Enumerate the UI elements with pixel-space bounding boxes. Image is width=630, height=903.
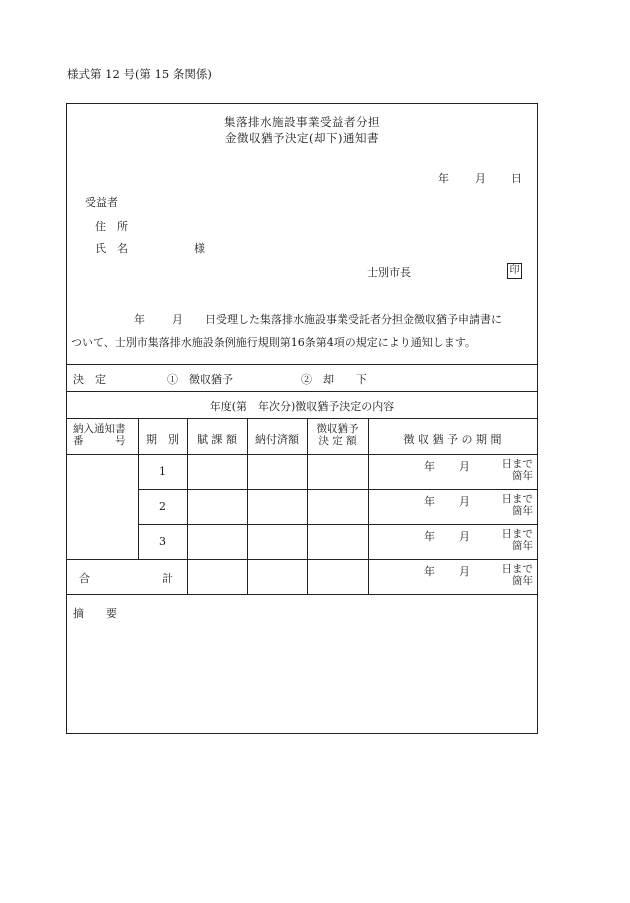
body-line-2: ついて、士別市集落排水施設条例施行規則第16条第4項の規定により通知します。 <box>71 336 476 349</box>
row-2-period: 2 <box>159 500 166 513</box>
header-notice-number: 納入通知書 番 号 <box>73 423 126 447</box>
name-label: 氏 名 <box>95 242 128 255</box>
date-month: 月 <box>475 172 486 185</box>
row-3-years-count: 箇年 <box>512 540 533 552</box>
row-3-year: 年 <box>424 530 435 543</box>
total-years-count: 箇年 <box>512 575 533 587</box>
decision-option-deferral: ① 徴収猶予 <box>167 373 233 386</box>
total-year: 年 <box>424 565 435 578</box>
header-deferral-amount: 徴収猶予 決 定 額 <box>316 423 359 447</box>
date-year: 年 <box>438 172 449 185</box>
form-number-label: 様式第 12 号(第 15 条関係) <box>67 67 212 81</box>
row-2-until: 日まで <box>501 493 533 505</box>
rule-remarks-top <box>67 594 537 595</box>
rule-row-2 <box>138 524 537 525</box>
honorific: 様 <box>194 242 205 255</box>
rule-decision-top <box>67 364 537 365</box>
recipient-heading: 受益者 <box>85 196 118 209</box>
total-label-left: 合 <box>79 572 90 585</box>
row-2-years-count: 箇年 <box>512 505 533 517</box>
total-label-right: 計 <box>162 572 173 585</box>
header-paid-amount: 納付済額 <box>255 433 299 446</box>
row-2-year: 年 <box>424 495 435 508</box>
row-1-period: 1 <box>159 465 166 478</box>
body-month: 月 <box>172 313 183 326</box>
decision-label: 決 定 <box>73 373 106 386</box>
row-1-month: 月 <box>459 460 470 473</box>
header-levy-amount: 賦 課 額 <box>197 433 237 446</box>
table-caption: 年度(第 年次分)徴収猶予決定の内容 <box>209 400 395 413</box>
form-title-line-1: 集落排水施設事業受益者分担 <box>224 115 380 129</box>
rule-caption-top <box>67 391 537 392</box>
row-3-month: 月 <box>459 530 470 543</box>
notice-form <box>66 103 538 734</box>
row-1-year: 年 <box>424 460 435 473</box>
address-label: 住 所 <box>95 220 128 233</box>
decision-option-rejection: ② 却 下 <box>301 373 367 386</box>
total-month: 月 <box>459 565 470 578</box>
remarks-label: 摘 要 <box>73 607 117 620</box>
rule-total-top <box>67 559 537 560</box>
body-line-1: 日受理した集落排水施設事業受託者分担金徴収猶予申請書に <box>205 313 502 326</box>
row-1-until: 日まで <box>501 458 533 470</box>
row-3-until: 日まで <box>501 528 533 540</box>
total-until: 日まで <box>501 563 533 575</box>
row-1-years-count: 箇年 <box>512 470 533 482</box>
rule-row-1 <box>138 489 537 490</box>
form-title-line-2: 金徴収猶予決定(却下)通知書 <box>225 131 379 145</box>
header-period: 期 別 <box>146 433 179 446</box>
seal-mark: 印 <box>507 263 522 279</box>
date-day: 日 <box>511 172 522 185</box>
header-deferral-period: 徴 収 猶 予 の 期 間 <box>403 433 502 446</box>
row-2-month: 月 <box>459 495 470 508</box>
body-year: 年 <box>134 313 145 326</box>
issuer-title: 士別市長 <box>367 266 411 279</box>
row-3-period: 3 <box>159 535 166 548</box>
